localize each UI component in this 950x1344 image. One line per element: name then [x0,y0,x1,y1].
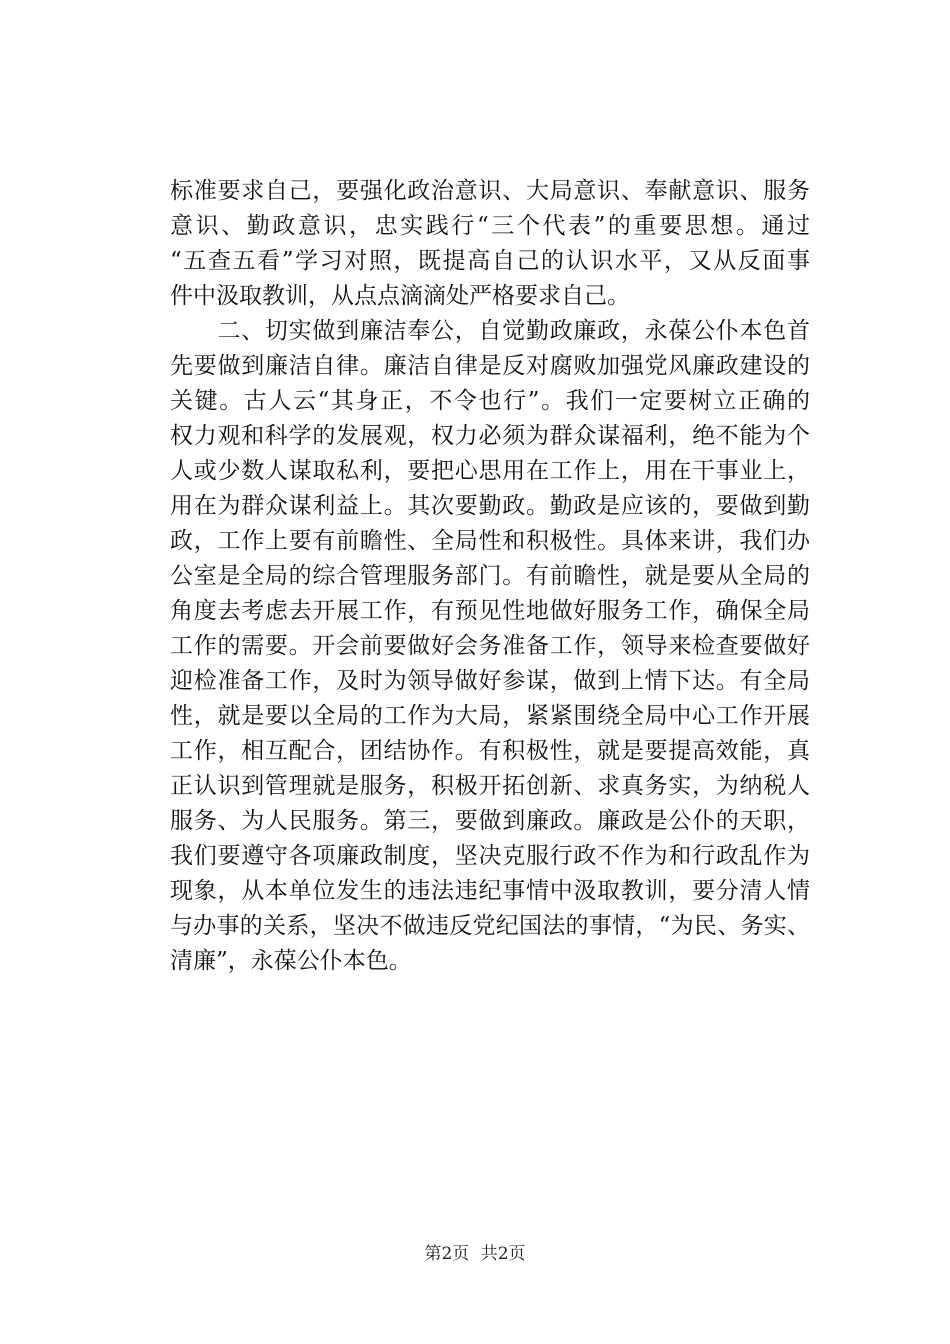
text-line: 现象，从本单位发生的违法违纪事情中汲取教训，要分清人情 [170,878,810,904]
text-line: 服务、为人民服务。第三，要做到廉政。廉政是公仆的天职， [170,808,810,834]
text-line: 权力观和科学的发展观，权力必须为群众谋福利，绝不能为个 [170,423,810,449]
page-total: 共2页 [480,1244,526,1264]
text-line: 意识、勤政意识，忠实践行“三个代表”的重要思想。通过 [170,213,810,239]
text-line: 角度去考虑去开展工作，有预见性地做好服务工作，确保全局 [170,598,810,624]
text-line: 正认识到管理就是服务，积极开拓创新、求真务实，为纳税人 [170,773,810,799]
text-line: 关键。古人云“其身正，不令也行”。我们一定要树立正确的 [170,388,810,414]
text-line: 二、切实做到廉洁奉公，自觉勤政廉政，永葆公仆本色首 [170,318,810,344]
text-line: 件中汲取教训，从点点滴滴处严格要求自己。 [170,283,630,309]
text-line: 公室是全局的综合管理服务部门。有前瞻性，就是要从全局的 [170,563,810,589]
text-line: 工作的需要。开会前要做好会务准备工作，领导来检查要做好 [170,633,810,659]
text-line: 与办事的关系，坚决不做违反党纪国法的事情，“为民、务实、 [170,913,810,939]
text-line: 标准要求自己，要强化政治意识、大局意识、奉献意识、服务 [170,178,810,204]
text-line: 政，工作上要有前瞻性、全局性和积极性。具体来讲，我们办 [170,528,810,554]
text-line: 性，就是要以全局的工作为大局，紧紧围绕全局中心工作开展 [170,703,810,729]
text-line: 用在为群众谋利益上。其次要勤政。勤政是应该的，要做到勤 [170,493,810,519]
text-line: 迎检准备工作，及时为领导做好参谋，做到上情下达。有全局 [170,668,810,694]
text-line: 我们要遵守各项廉政制度，坚决克服行政不作为和行政乱作为 [170,843,810,869]
text-line: 工作，相互配合，团结协作。有积极性，就是要提高效能，真 [170,738,810,764]
page-number: 第2页 [424,1244,470,1264]
page-footer [0,1243,950,1265]
text-line: “五查五看”学习对照，既提高自己的认识水平，又从反面事 [170,248,810,274]
text-line: 清廉”，永葆公仆本色。 [170,948,412,974]
document-body [170,174,810,979]
text-line: 先要做到廉洁自律。廉洁自律是反对腐败加强党风廉政建设的 [170,353,810,379]
text-line: 人或少数人谋取私利，要把心思用在工作上，用在干事业上， [170,458,810,484]
